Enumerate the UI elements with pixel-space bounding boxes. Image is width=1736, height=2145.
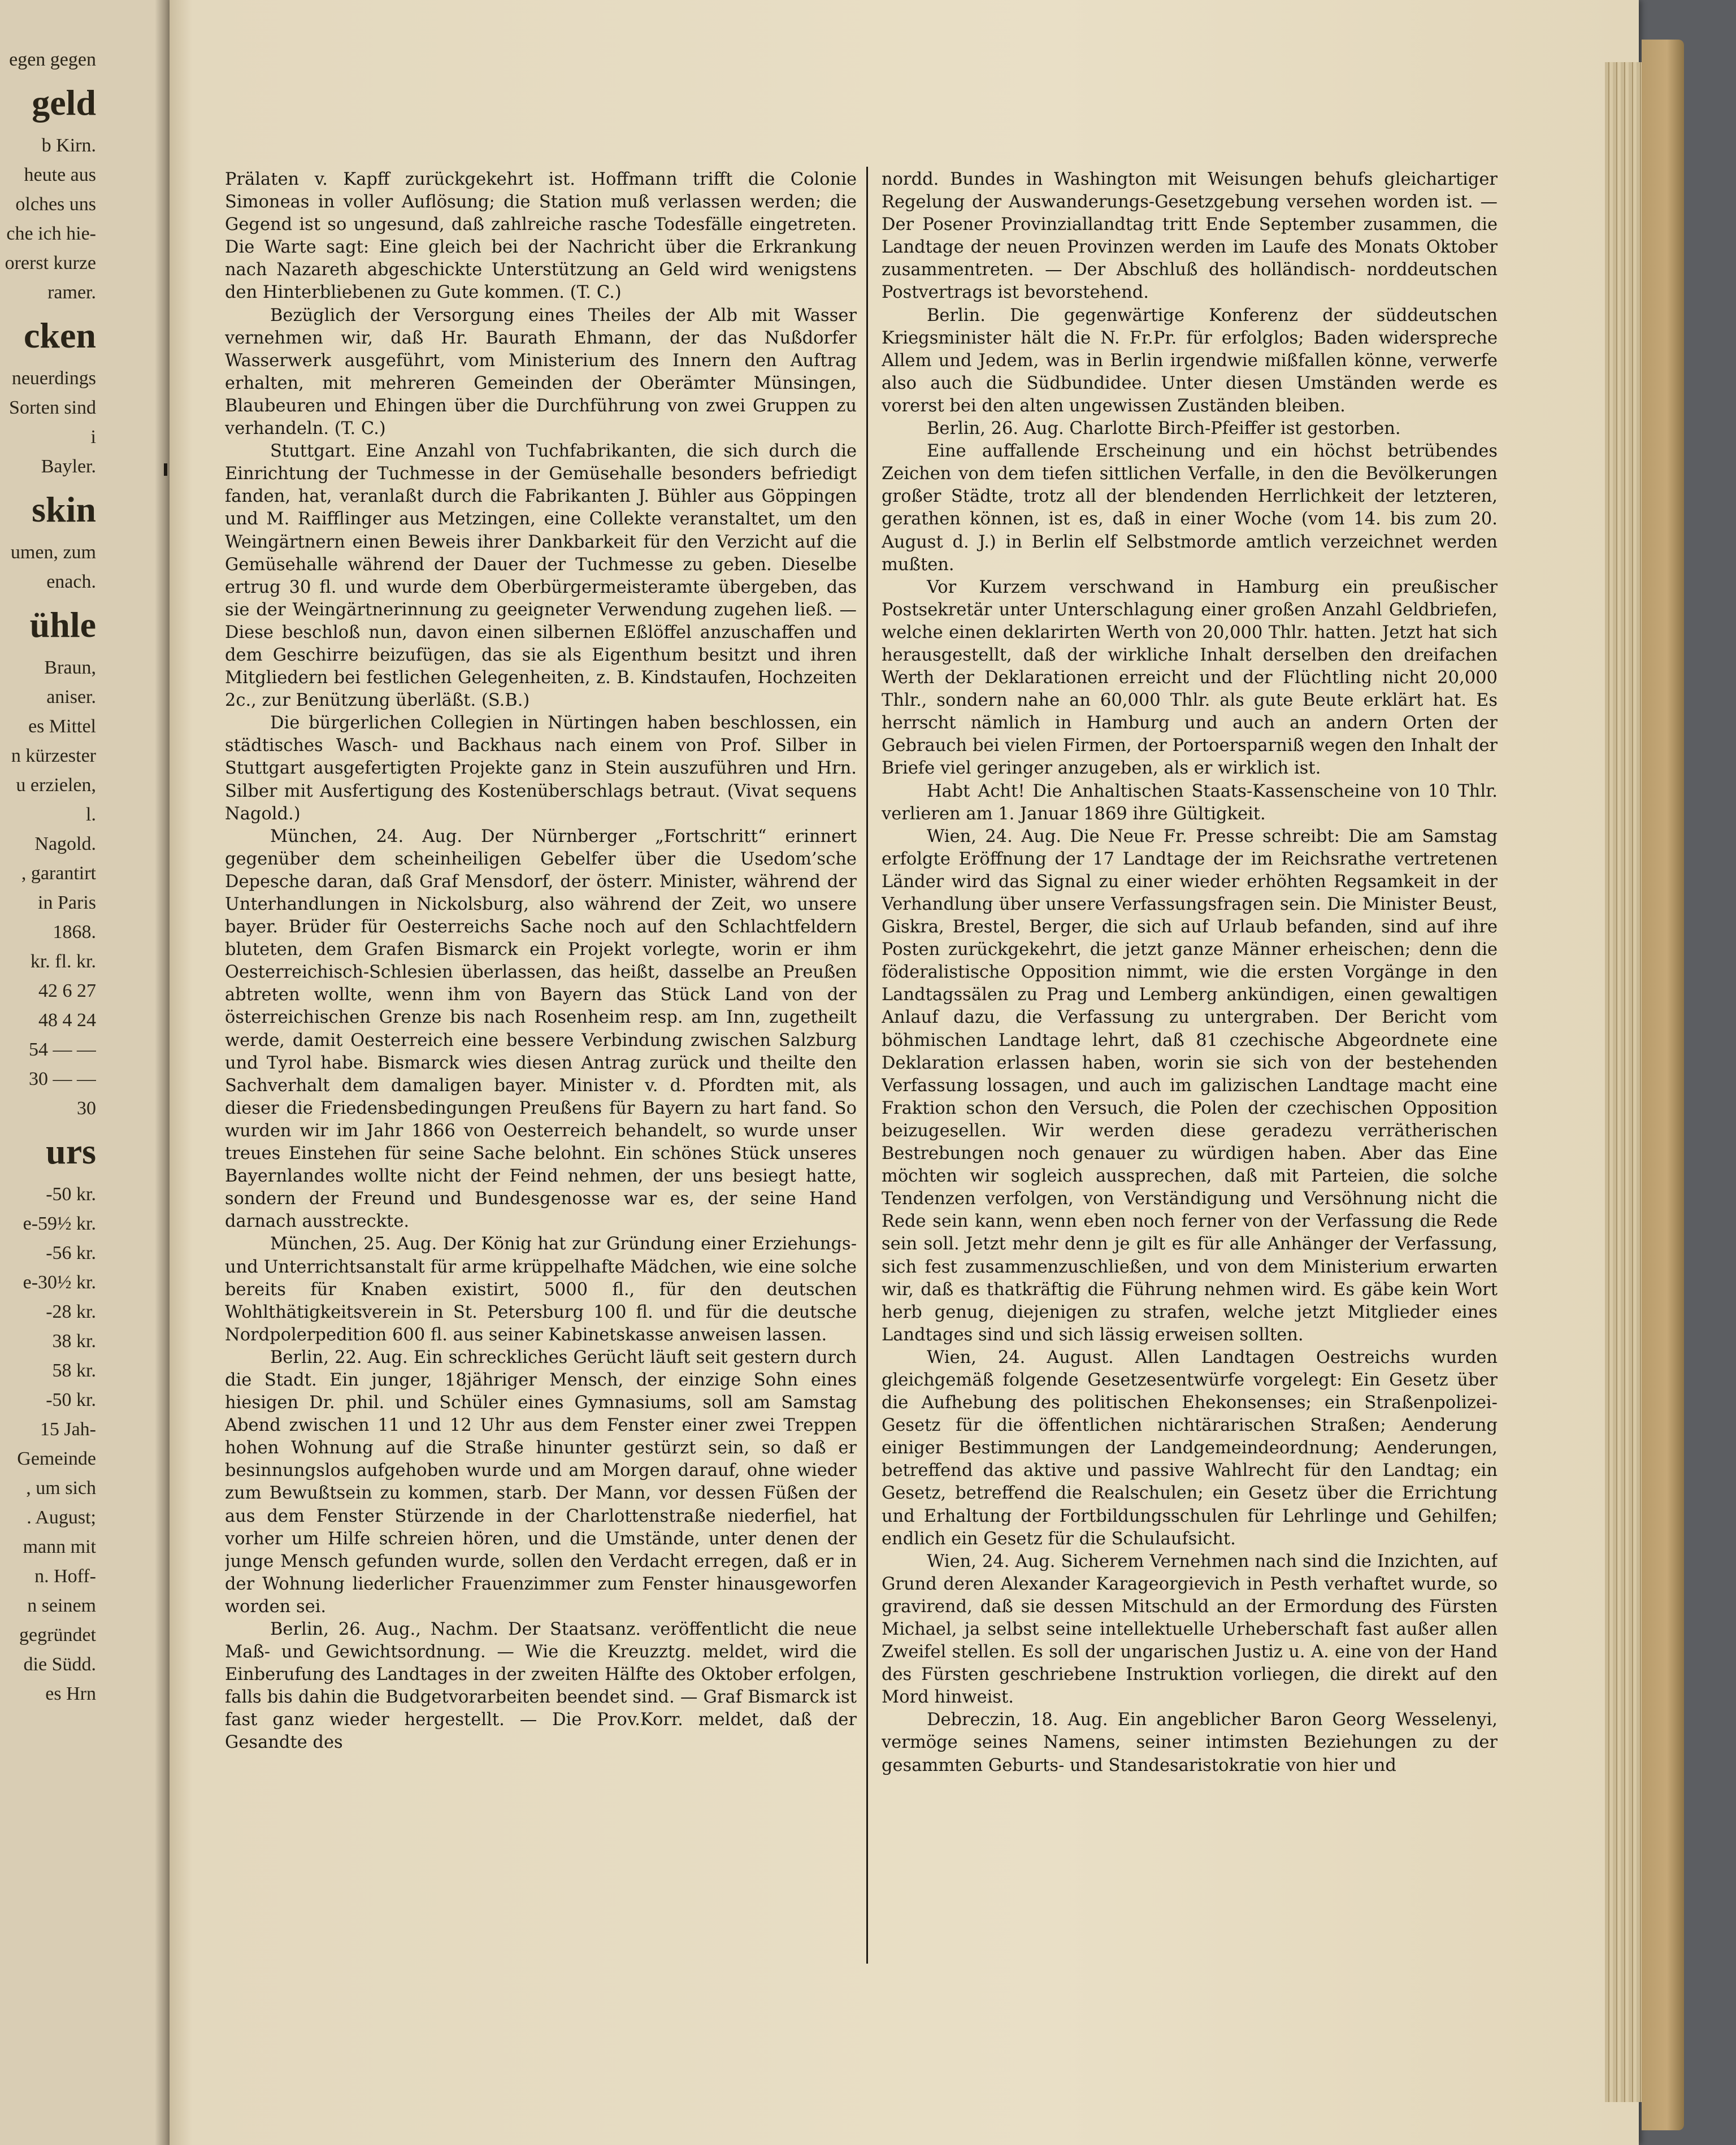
paragraph: Berlin, 22. Aug. Ein schreckliches Gerücht läuft seit gestern durch die Stadt. Ein junger, 18jähriger Mensch, der einzige Sohn eines hiesigen Dr. phil. und Schüler eines Gymnasiums, soll am Samstag Abend zwischen 11 und 12 Uhr aus dem Fenster einer zwei Treppen hohen Wohnung auf die Straße hinunter gestürzt sein, so daß er besinnungslos aufgehoben wurde und am Morgen darauf, ohne wieder zum Bewußtsein zu kommen, starb. Der Mann, vor dessen Füßen der aus dem Fenster Stürzende in der Charlottenstraße niederfiel, hat vorher um Hilfe schreien hören, und die Umstände, unter denen der junge Mensch gefunden wurde, sollen den Verdacht erregen, daß er in der Wohnung liederlicher Frauenzimmer zum Fenster hinausgeworfen worden sei. [225,1347,857,1617]
left-fragment-line: die Südd. [23,1654,96,1675]
left-fragment-line: ühle [29,605,96,645]
left-page-fragment [0,0,170,2145]
left-fragment-line: , garantirt [21,863,96,884]
left-fragment-line: . August; [27,1507,96,1528]
left-page-text [0,45,96,1709]
column-divider [866,167,868,1964]
left-fragment-line: e-30½ kr. [23,1272,96,1293]
left-fragment-line: Gemeinde [17,1448,96,1469]
left-fragment-line: 1868. [53,922,96,943]
paragraph: Berlin. Die gegenwärtige Konferenz der süddeutschen Kriegsminister hält die N. Fr.Pr. für erfolglos; Baden widerspreche Allem und Jedem, was in Berlin irgendwie mißfallen könne, verwerfe also auch die Südbundidee. Unter diesen Umständen werde es vorerst bei den alten ungewissen Zuständen bleiben. [882,305,1498,416]
paragraph: Vor Kurzem verschwand in Hamburg ein preußischer Postsekretär unter Unterschlagung einer großen Anzahl Geldbriefen, welche einen deklarirten Werth von 20,000 Thlr. hatten. Jetzt hat sich herausgestellt, daß der wirkliche Inhalt derselben den dreifachen Werth der Deklarationen erreicht und der Flüchtling nicht 20,000 Thlr., sondern nahe an 60,000 Thlr. als gute Beute erklärt hat. Es herrscht nämlich in Hamburg und auch an andern Orten der Gebrauch bei vielen Firmen, der Portoersparniß wegen den Inhalt der Briefe viel geringer anzugeben, als er wirklich ist. [882,577,1498,779]
left-fragment-line: enach. [46,571,96,592]
left-fragment-line: Sorten sind [9,397,96,418]
left-fragment-line: kr. fl. kr. [30,951,96,972]
left-fragment-line: n kürzester [11,745,96,766]
left-fragment-line: che ich hie- [6,223,96,244]
left-fragment-line: orerst kurze [5,253,96,273]
left-fragment-line: es Hrn [45,1683,96,1704]
paragraph: Berlin, 26. Aug., Nachm. Der Staatsanz. veröffentlicht die neue Maß- und Gewichtsordnung. — Wie die Kreuzztg. meldet, wird die Einberufung des Landtages in der zweiten Hälfte des Oktober erfolgen, falls bis dahin die Budgetvorarbeiten beendet sind. — Graf Bismarck ist fast ganz wieder hergestellt. — Die Prov.Korr. meldet, daß der Gesandte des [225,1619,857,1753]
paragraph: Debreczin, 18. Aug. Ein angeblicher Baron Georg Wesselenyi, vermöge seines Namens, seiner intimsten Beziehungen zu der gesammten Geburts- und Standesaristokratie von hier und [882,1710,1498,1775]
paragraph: Wien, 24. Aug. Sicherem Vernehmen nach sind die Inzichten, auf Grund deren Alexander Karageorgievich in Pesth verhaftet wurde, so gravirend, daß sie dessen Mitschuld an der Ermordung des Fürsten Michael, ja selbst seine intellektuelle Urheberschaft fast außer allen Zweifel stellen. Es soll der ungarischen Justiz u. A. eine von der Hand des Fürsten geschriebene Instruktion vorliegen, die direkt auf den Mord hinweist. [882,1551,1498,1708]
paragraph: München, 25. Aug. Der König hat zur Gründung einer Erziehungs- und Unterrichtsanstalt für arme krüppelhafte Mädchen, wie eine solche bereits für Knaben existirt, 5000 fl., für den deutschen Wohlthätigkeitsverein in St. Petersburg 100 fl. und für die deutsche Nordpolerpedition 600 fl. aus seiner Kabinetskasse anweisen lassen. [225,1234,857,1345]
left-fragment-line: l. [86,804,96,825]
left-fragment-line: Braun, [44,657,96,678]
left-fragment-line: 30 [77,1098,96,1119]
left-fragment-line: aniser. [46,687,96,707]
left-fragment-line: b Kirn. [41,135,96,156]
left-fragment-line: 30 — — [29,1069,96,1089]
left-fragment-line: es Mittel [28,716,96,737]
paragraph: Berlin, 26. Aug. Charlotte Birch-Pfeiffer ist gestorben. [927,419,1401,439]
left-fragment-line: mann mit [23,1536,96,1557]
left-fragment-line: i [90,427,96,448]
paragraph: Habt Acht! Die Anhaltischen Staats-Kassenscheine von 10 Thlr. verlieren am 1. Januar 1869 ihre Gültigkeit. [882,781,1498,824]
left-fragment-line: Bayler. [41,456,96,477]
book-gutter [155,0,170,2145]
left-fragment-line: -50 kr. [46,1184,96,1205]
left-fragment-line: Nagold. [34,833,96,854]
paragraph: Eine auffallende Erscheinung und ein höchst betrübendes Zeichen von dem tiefen sittlichen Verfalle, in den die Bevölkerungen großer Städte, trotz all der blendenden Herrlichkeit der letzteren, gerathen können, ist es, daß in einer Woche (vom 14. bis zum 20. August d. J.) in Berlin elf Selbstmorde amtlich verzeichnet werden mußten. [882,441,1498,575]
left-fragment-line: umen, zum [10,542,96,563]
left-fragment-line: in Paris [38,892,96,913]
left-fragment-line: ramer. [47,282,96,303]
left-fragment-line: skin [32,489,96,529]
left-fragment-line: e-59½ kr. [23,1213,96,1234]
left-fragment-line: cken [24,315,96,355]
left-fragment-line: n seinem [27,1595,96,1616]
left-fragment-line: olches uns [15,194,96,215]
article-column-right [882,168,1498,2039]
left-fragment-line: heute aus [24,164,96,185]
paragraph: nordd. Bundes in Washington mit Weisungen behufs gleichartiger Regelung der Auswanderungs-Gesetzgebung versehen worden ist. — Der Posener Provinziallandtag tritt Ende September zusammen, die Landtage der neuen Provinzen werden im Laufe des Monats Oktober zusammentreten. — Der Abschluß des holländisch- norddeutschen Postvertrags ist bevorstehend. [882,170,1498,303]
paragraph: Bezüglich der Versorgung eines Theiles der Alb mit Wasser vernehmen wir, daß Hr. Baurath Ehmann, der das Nußdorfer Wasserwerk ausgeführt, vom Ministerium des Innern den Auftrag erhalten, mit mehreren Gemeinden der Oberämter Münsingen, Blaubeuren und Ehingen über die Durchführung von zwei Gruppen zu verhandeln. (T. C.) [225,305,857,439]
left-fragment-line: -50 kr. [46,1390,96,1410]
left-fragment-line: urs [46,1131,96,1171]
left-fragment-line: 15 Jah- [40,1419,96,1440]
left-fragment-line: 54 — — [29,1039,96,1060]
left-fragment-line: geld [32,82,96,123]
left-fragment-line: 48 4 24 [38,1010,96,1031]
left-fragment-line: u erzielen, [16,775,96,796]
left-fragment-line: -28 kr. [46,1301,96,1322]
article-column-left [225,168,857,2039]
paragraph: Wien, 24. Aug. Die Neue Fr. Presse schreibt: Die am Samstag erfolgte Eröffnung der 17 Landtage der im Reichsrathe vertretenen Länder wird das Signal zu einer wieder erhöhten Regsamkeit in der Verhandlung über unsere Verfassungsfragen sein. Die Minister Beust, Giskra, Brestel, Berger, die sich auf Urlaub befanden, sind auf ihre Posten zurückgekehrt, die jetzt ganze Männer erheischen; denn die föderalistische Opposition nimmt, wie die ersten Vorgänge in den Landtagssälen zu Prag und Lemberg ankündigen, einen gewaltigen Anlauf dazu, die Verfassung zu untergraben. Der Bericht vom böhmischen Landtage lehrt, daß 81 czechische Abgeordnete eine Deklaration erlassen haben, worin sie sich von der bestehenden Verfassung lossagen, und auch im galizischen Landtage macht eine Fraktion schon den Versuch, die Polen der czechischen Opposition beizugesellen. Wir werden diese geradezu verrätherischen Bestrebungen noch genauer zu würdigen haben. Aber das Eine möchten wir sogleich aussprechen, daß mit Parteien, die solche Tendenzen verfolgen, von Verständigung und Versöhnung nicht die Rede sein kann, wenn eben noch ferner von der Verfassung die Rede sein soll. Jetzt mehr denn je gilt es für alle Anhänger der Verfassung, sich fest zusammenzuschließen, und von dem Ministerium erwarten wir, daß es thatkräftig die Führung nehmen wird. Es gäbe kein Wort herb genug, diejenigen zu strafen, welche jetzt Mitglieder eines Landtages sind und sich lässig erweisen sollten. [882,826,1498,1345]
left-fragment-line: gegründet [19,1625,96,1645]
book-cover-edge [1642,40,1684,2130]
paragraph: Prälaten v. Kapff zurückgekehrt ist. Hoffmann trifft die Colonie Simoneas in voller Auflösung; die Station muß verlassen werden; die Gegend ist so ungesund, daß zahlreiche rasche Todesfälle eingetreten. Die Warte sagt: Eine gleich bei der Nachricht über die Erkrankung nach Nazareth abgeschickte Unterstützung an Geld wird wenigstens den Hinterbliebenen zu Gute kommen. (T. C.) [225,170,857,303]
paragraph: Stuttgart. Eine Anzahl von Tuchfabrikanten, die sich durch die Einrichtung der Tuchmesse in der Gemüsehalle besonders befriedigt fanden, hat, veranlaßt durch die Fabrikanten J. Bühler aus Göppingen und M. Raifflinger aus Metzingen, eine Collekte veranstaltet, um den Weingärtnern einen Beweis ihrer Dankbarkeit für den Verzicht auf die Gemüsehalle während der Dauer der Tuchmesse zu geben. Dieselbe ertrug 30 fl. und wurde dem Oberbürgermeisteramte übergeben, das sie der Weingärtnerinnung zu geeigneter Verwendung zugehen ließ. — Diese beschloß nun, davon einen silbernen Eßlöffel anzuschaffen und dem Geschirre beizufügen, das sie als Eigenthum besitzt und ihren Mitgliedern bei festlichen Gelegenheiten, z. B. Kindstaufen, Hochzeiten 2c., zur Benützung überläßt. (S.B.) [225,441,857,711]
left-fragment-line: 38 kr. [52,1331,96,1352]
left-fragment-line: -56 kr. [46,1243,96,1263]
margin-mark [164,463,167,476]
paragraph: Wien, 24. August. Allen Landtagen Oestreichs wurden gleichgemäß folgende Gesetzesentwürfe vorgelegt: Ein Gesetz über die Aufhebung des politischen Ehekonsenses; ein Straßenpolizei-Gesetz für die öffentlichen nichtärarischen Straßen; Aenderung einiger Bestimmungen der Landgemeindeordnung; Aenderungen, betreffend das aktive und passive Wahlrecht für den Landtag; ein Gesetz, betreffend die Realschulen; ein Gesetz über die Errichtung und Erhaltung der Fortbildungsschulen für Lehrlinge und Gehilfen; endlich ein Gesetz für die Schulaufsicht. [882,1347,1498,1549]
left-fragment-line: 42 6 27 [38,980,96,1001]
left-fragment-line: , um sich [26,1478,96,1499]
left-fragment-line: 58 kr. [52,1360,96,1381]
left-fragment-line: egen gegen [9,49,96,70]
left-fragment-line: n. Hoff- [34,1566,96,1587]
left-fragment-line: neuerdings [11,368,96,389]
paragraph: München, 24. Aug. Der Nürnberger „Fortschritt“ erinnert gegenüber dem scheinheiligen Gebelfer über die Usedom’sche Depesche daran, daß Graf Mensdorf, der österr. Minister, während der Unterhandlungen in Nickolsburg, also während der Zeit, wo unsere bayer. Brüder für Oesterreichs Sache noch auf den Schlachtfeldern bluteten, dem Grafen Bismarck ein Projekt vorlegte, worin er ihm Oesterreichisch-Schlesien überlassen, das heißt, dasselbe an Preußen abtreten wollte, wenn ihm von Bayern das Stück Land von der österreichischen Grenze bis nach Rosenheim resp. am Inn, zugetheilt werde, damit Oesterreich eine bessere Verbindung zwischen Salzburg und Tyrol habe. Bismarck wies diesen Antrag zurück und theilte den Sachverhalt dem damaligen bayer. Minister v. d. Pfordten mit, als dieser die Friedensbedingungen Preußens für Bayern zu hart fand. So wurden wir im Jahr 1866 von Oesterreich behandelt, so wurde unser treues Einstehen für seine Sache belohnt. Ein schönes Stück unseres Bayernlandes wollte nicht der Feind nehmen, der uns besiegt hatte, sondern der Freund und Bundesgenosse war es, der seine Hand darnach ausstreckte. [225,826,857,1232]
paragraph: Die bürgerlichen Collegien in Nürtingen haben beschlossen, ein städtisches Wasch- und Backhaus nach einem von Prof. Silber in Stuttgart ausgefertigten Projekte ganz in Stein auszuführen und Hrn. Silber mit Ausfertigung des Kostenüberschlags betraut. (Vivat sequens Nagold.) [225,713,857,824]
